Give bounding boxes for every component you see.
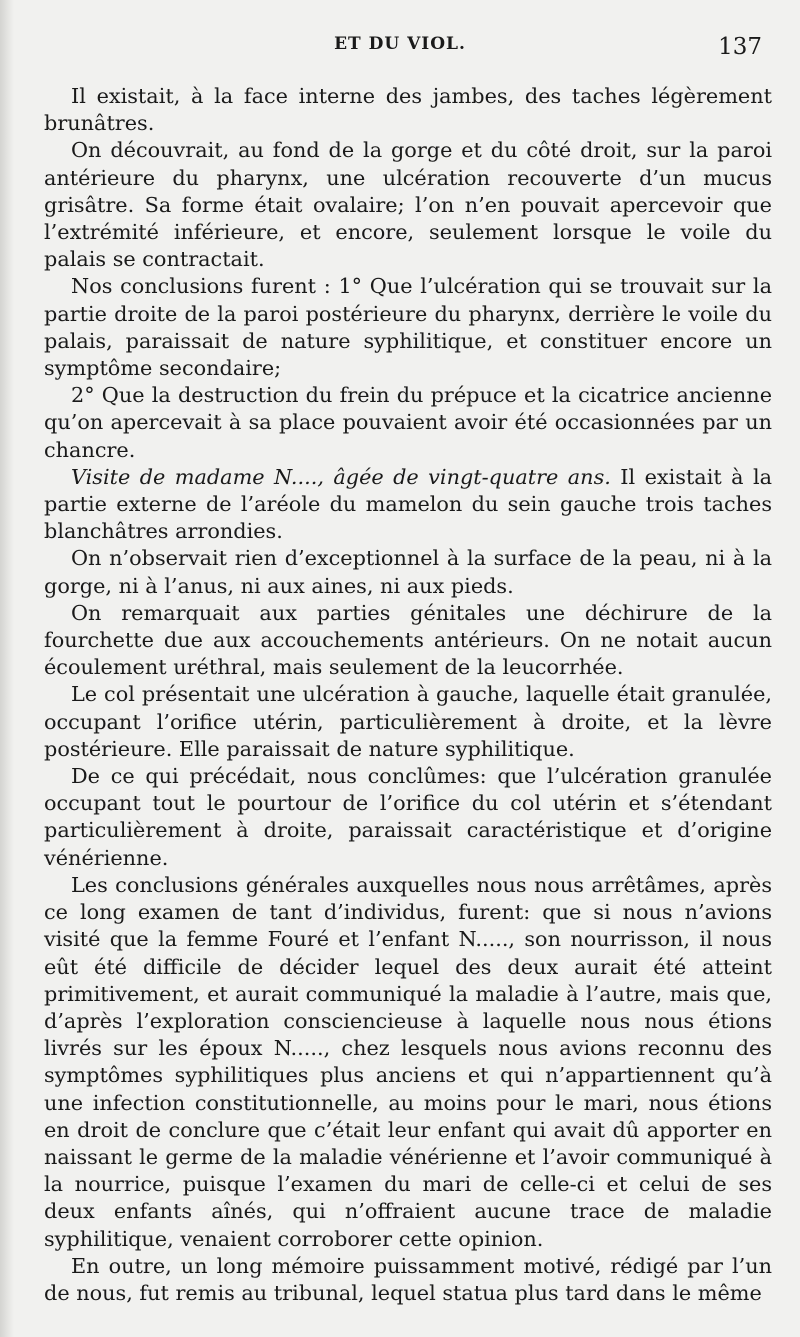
paragraph-memoir: En outre, un long mémoire puissamment motivé, rédigé par l’un de nous, fut remis au tribunal, lequel statua plus tard dans le même (44, 1253, 772, 1305)
paragraph-cervix: Le col présentait une ulcération à gauche, laquelle était granulée, occupant l’orifice utérin, particulièrement à droite, et la lèvre postérieure. Elle paraissait de nature syphilitique. (44, 682, 772, 761)
visit-text: Il existait à la partie externe de l’aréole du mamelon du sein gauche trois taches blanchâtres arrondies. (44, 464, 772, 544)
paragraph-conclusions-second: 2° Que la destruction du frein du prépuce et la cicatrice ancienne qu’on apercevait à sa place pouvaient avoir été occasionnées par un chancre. (44, 383, 772, 462)
page-number: 137 (718, 34, 762, 60)
paragraph-skin-exam: On n’observait rien d’exceptionnel à la surface de la peau, ni à la gorge, ni à l’anus, ni aux aines, ni aux pieds. (44, 546, 772, 598)
running-head (0, 34, 800, 64)
paragraph-conclusion-cervix: De ce qui précédait, nous conclûmes: que l’ulcération granulée occupant tout le pourtour de l’orifice du col utérin et s’étendant particulièrement à droite, paraissait caractéristique et d’origine vénérienne. (44, 764, 772, 870)
paragraph-leg-stains: Il existait, à la face interne des jambes, des taches légèrement brunâtres. (44, 84, 772, 136)
body-text (44, 83, 772, 1307)
paragraph-conclusions-first: Nos conclusions furent : 1° Que l’ulcération qui se trouvait sur la partie droite de la paroi postérieure du pharynx, derrière le voile du palais, paraissait de nature syphilitique, et constituer encore un symptôme secondaire; (44, 274, 772, 381)
paragraph-visit-madame (44, 464, 772, 546)
visit-heading: Visite de madame N...., âgée de vingt-quatre ans. (71, 464, 611, 489)
paragraph-pharynx-ulcer: On découvrait, au fond de la gorge et du côté droit, sur la paroi antérieure du pharynx, une ulcération recouverte d’un mucus grisâtre. Sa forme était ovalaire; l’on n’en pouvait apercevoir que l’extrémité inférieure, et encore, seulement lorsque le voile du palais se contractait. (44, 138, 772, 272)
paragraph-general-conclusions: Les conclusions générales auxquelles nous nous arrêtâmes, après ce long examen de tant d’individus, furent: que si nous n’avions visité que la femme Fouré et l’enfant N....., son nourrisson, il nous eût été difficile de décider lequel des deux aurait été atteint primitivement, et aurait communiqué la maladie à l’autre, mais que, d’après l’exploration consciencieuse à laquelle nous nous étions livrés sur les époux N....., chez lesquels nous avions reconnu des symptômes syphilitiques plus anciens et qui n’appartiennent qu’à une infection constitutionnelle, au moins pour le mari, nous étions en droit de conclure que c’était leur enfant qui avait dû apporter en naissant le germe de la maladie vénérienne et l’avoir communiqué à la nourrice, puisque l’examen du mari de celle-ci et celui de ses deux enfants aînés, qui n’offraient aucune trace de maladie syphilitique, venaient corroborer cette opinion. (44, 872, 772, 1251)
paragraph-genital-exam: On remarquait aux parties génitales une déchirure de la fourchette due aux accouchements antérieurs. On ne notait aucun écoulement uréthral, mais seulement de la leucorrhée. (44, 600, 772, 680)
running-title: ET DU VIOL. (334, 34, 466, 54)
